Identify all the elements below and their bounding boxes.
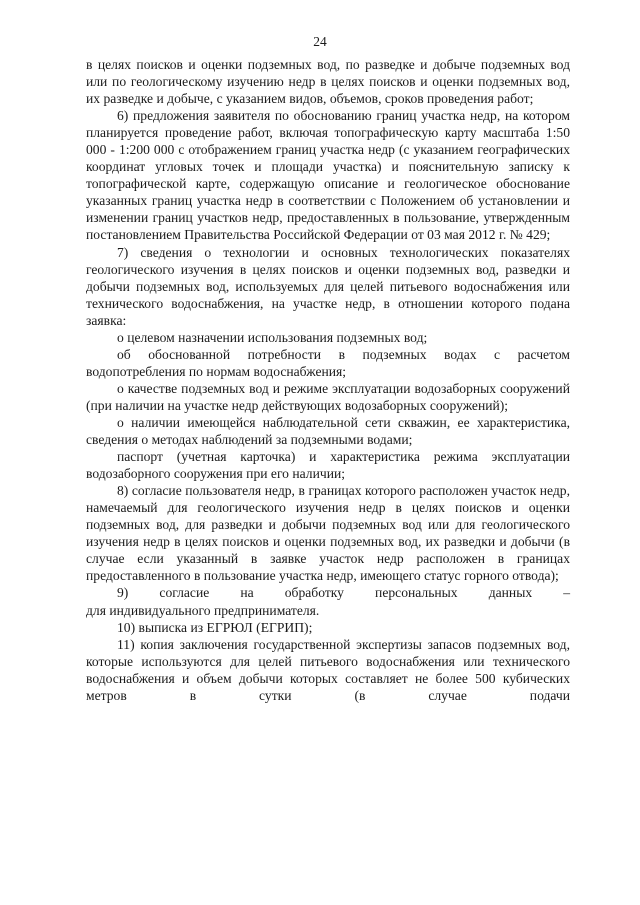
page-number: 24: [313, 34, 327, 49]
paragraph-item-8: 8) согласие пользователя недр, в границах которого расположен участок недр, намечаемый для геологического изучения недр в целях поисков и оценки подземных вод, для разведки и добычи подземных вод или для геологического изучения недр в целях поисков и оценки подземных вод, их разведки и добычи (в случае если указанный в заявке участок недр расположен в границах предоставленного в пользование участка недр, имеющего статус горного отвода);: [86, 483, 570, 584]
paragraph-item-10: 10) выписка из ЕГРЮЛ (ЕГРИП);: [117, 619, 313, 635]
paragraph-item-6: 6) предложения заявителя по обоснованию границ участка недр, на котором планируется проведение работ, включая топографическую карту масштаба 1:50 000 - 1:200 000 с отображением границ участка недр (с указанием географических координат угловых точек и площади участка) и пояснительную записку к топографической карте, содержащую описание и геологическое обоснование указанных границ участка недр в соответствии с Положением об установлении и изменении границ участков недр, предоставленных в пользование, утвержденным постановлением Правительства Российской Федерации от 03 мая 2012 г. № 429;: [86, 108, 570, 243]
paragraph-observation-network: о наличии имеющейся наблюдательной сети скважин, ее характеристика, сведения о методах наблюдений за подземными водами;: [86, 414, 570, 448]
document-body: [86, 56, 570, 704]
paragraph-demand: об обоснованной потребности в подземных водах с расчетом водопотребления по нормам водоснабжения;: [86, 346, 570, 379]
paragraph-continuation: в целях поисков и оценки подземных вод, по разведке и добыче подземных вод или по геологическому изучению недр в целях поисков и оценки подземных вод, их разведке и добыче, с указанием видов, объемов, сроков проведения работ;: [86, 57, 570, 107]
paragraph-passport: паспорт (учетная карточка) и характеристика режима эксплуатации водозаборного сооружения при его наличии;: [86, 449, 570, 482]
paragraph-item-9-continuation: для индивидуального предпринимателя.: [86, 602, 320, 618]
paragraph-item-7: 7) сведения о технологии и основных технологических показателях геологического изучения в целях поисков и оценки подземных вод, разведки и добычи подземных вод, используемых для целей питьевого водоснабжения или технического водоснабжения, на участке недр, в отношении которого подана заявка:: [86, 244, 570, 328]
paragraph-quality: о качестве подземных вод и режиме эксплуатации водозаборных сооружений (при наличии на участке недр действующих водозаборных сооружений);: [86, 380, 570, 413]
paragraph-item-9: 9) согласие на обработку персональных данных –: [117, 585, 570, 601]
paragraph-item-11: 11) копия заключения государственной экспертизы запасов подземных вод, которые используются для целей питьевого водоснабжения или технического водоснабжения и объем добычи которых составляет не более 500 кубических метров в сутки (в случае подачи: [86, 636, 570, 703]
paragraph-purpose: о целевом назначении использования подземных вод;: [117, 329, 428, 345]
